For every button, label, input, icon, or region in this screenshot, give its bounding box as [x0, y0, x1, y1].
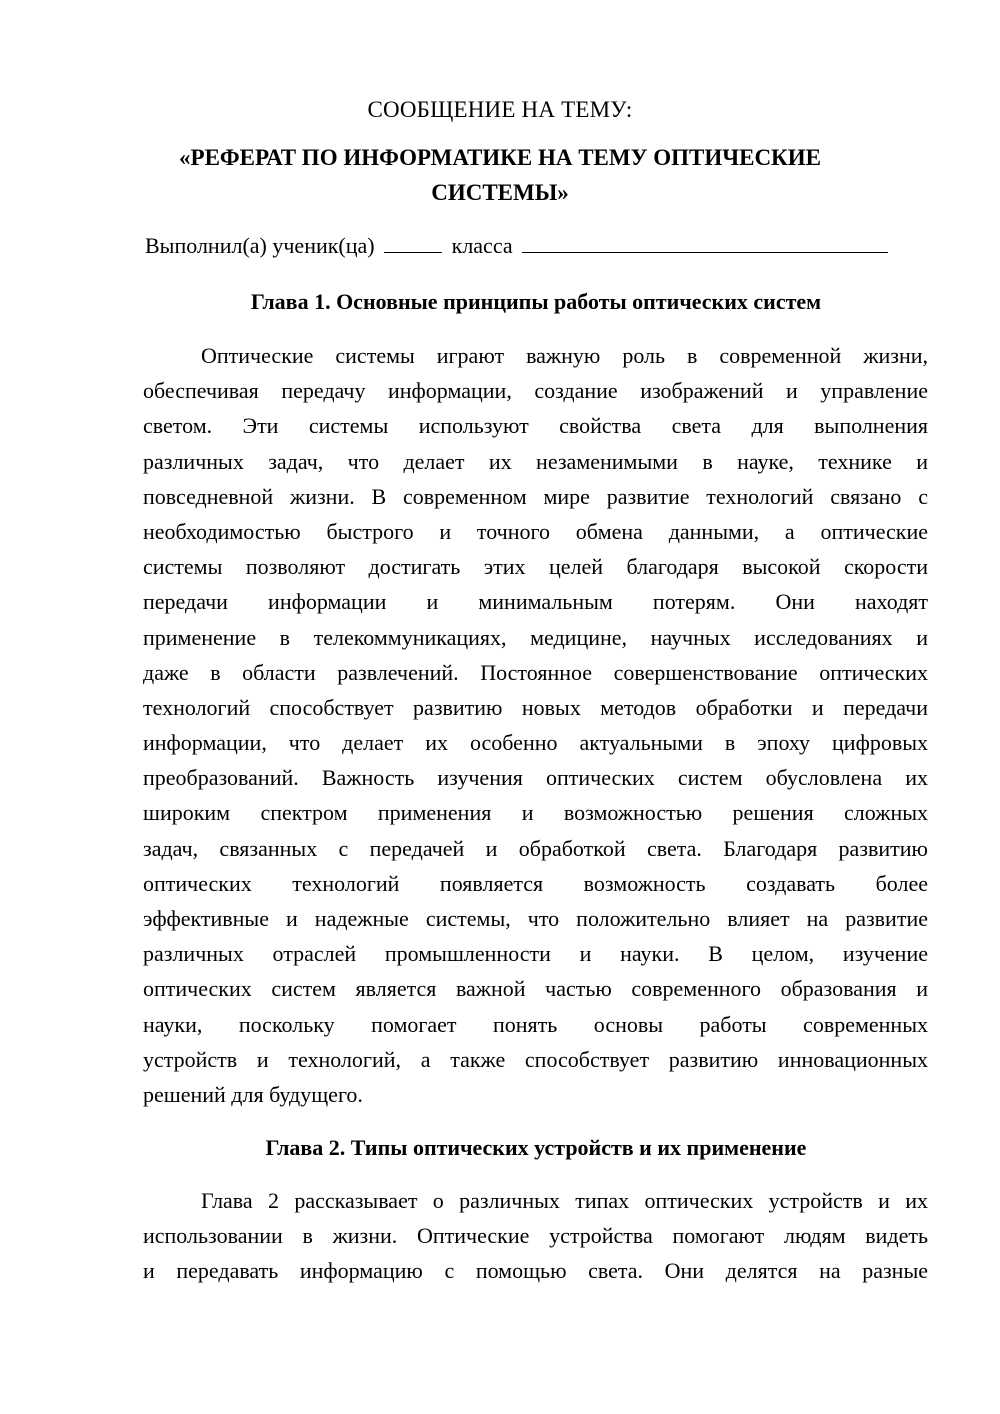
paragraph-line: широким спектром применения и возможностью решения сложных: [143, 800, 928, 826]
paragraph-line: системы позволяют достигать этих целей благодаря высокой скорости: [143, 554, 928, 580]
paragraph-line: решений для будущего.: [143, 1081, 363, 1107]
paragraph-line: технологий способствует развитию новых методов обработки и передачи: [143, 694, 928, 720]
paragraph-line: оптических систем является важной частью современного образования и: [143, 976, 928, 1002]
paragraph-line: оптических технологий появляется возможность создавать более: [143, 870, 928, 896]
paragraph-line: передачи информации и минимальным потерям. Они находят: [143, 589, 928, 615]
paragraph-line: повседневной жизни. В современном мире развитие технологий связано с: [143, 483, 928, 509]
paragraph-line: светом. Эти системы используют свойства света для выполнения: [143, 413, 928, 439]
paragraph-line: различных задач, что делает их незаменимыми в науке, технике и: [143, 448, 928, 474]
paragraph-line: и передавать информацию с помощью света. Они делятся на разные: [143, 1258, 928, 1284]
class-number-blank[interactable]: [384, 232, 442, 253]
paragraph-line: необходимостью быстрого и точного обмена данными, а оптические: [143, 518, 928, 544]
class-label: класса: [451, 233, 513, 258]
paragraph-line: Оптические системы играют важную роль в современной жизни,: [201, 343, 928, 368]
paragraph-line: различных отраслей промышленности и науки. В целом, изучение: [143, 941, 928, 967]
document-title: [0, 140, 1000, 210]
document-title-line-2: СИСТЕМЫ»: [431, 180, 569, 205]
paragraph-line: науки, поскольку помогает понять основы работы современных: [143, 1011, 928, 1037]
author-line: [145, 230, 935, 262]
paragraph-line: использовании в жизни. Оптические устройства помогают людям видеть: [143, 1223, 928, 1249]
chapter-2-paragraph: [143, 1183, 928, 1289]
paragraph-line: эффективные и надежные системы, что положительно влияет на развитие: [143, 906, 928, 931]
student-name-blank[interactable]: [522, 232, 888, 253]
paragraph-line: Глава 2 рассказывает о различных типах оптических устройств и их: [201, 1188, 928, 1213]
paragraph-line: применение в телекоммуникациях, медицине, научных исследованиях и: [143, 624, 928, 650]
paragraph-line: преобразований. Важность изучения оптических систем обусловлена их: [143, 765, 928, 791]
performed-by-label: Выполнил(а) ученик(ца): [145, 233, 375, 258]
chapter-1-paragraph: [143, 338, 928, 1112]
chapter-2-heading: Глава 2. Типы оптических устройств и их применение: [265, 1135, 807, 1160]
paragraph-line: даже в области развлечений. Постоянное совершенствование оптических: [143, 659, 928, 685]
paragraph-line: задач, связанных с передачей и обработкой света. Благодаря развитию: [143, 835, 928, 861]
paragraph-line: устройств и технологий, а также способствует развитию инновационных: [143, 1046, 928, 1072]
paragraph-line: информации, что делает их особенно актуальными в эпоху цифровых: [143, 730, 928, 756]
document-type-label: СООБЩЕНИЕ НА ТЕМУ:: [367, 97, 633, 122]
chapter-1-heading: Глава 1. Основные принципы работы оптических систем: [250, 289, 822, 314]
document-title-line-1: «РЕФЕРАТ ПО ИНФОРМАТИКЕ НА ТЕМУ ОПТИЧЕСКИЕ: [179, 145, 821, 170]
paragraph-line: обеспечивая передачу информации, создание изображений и управление: [143, 378, 928, 404]
